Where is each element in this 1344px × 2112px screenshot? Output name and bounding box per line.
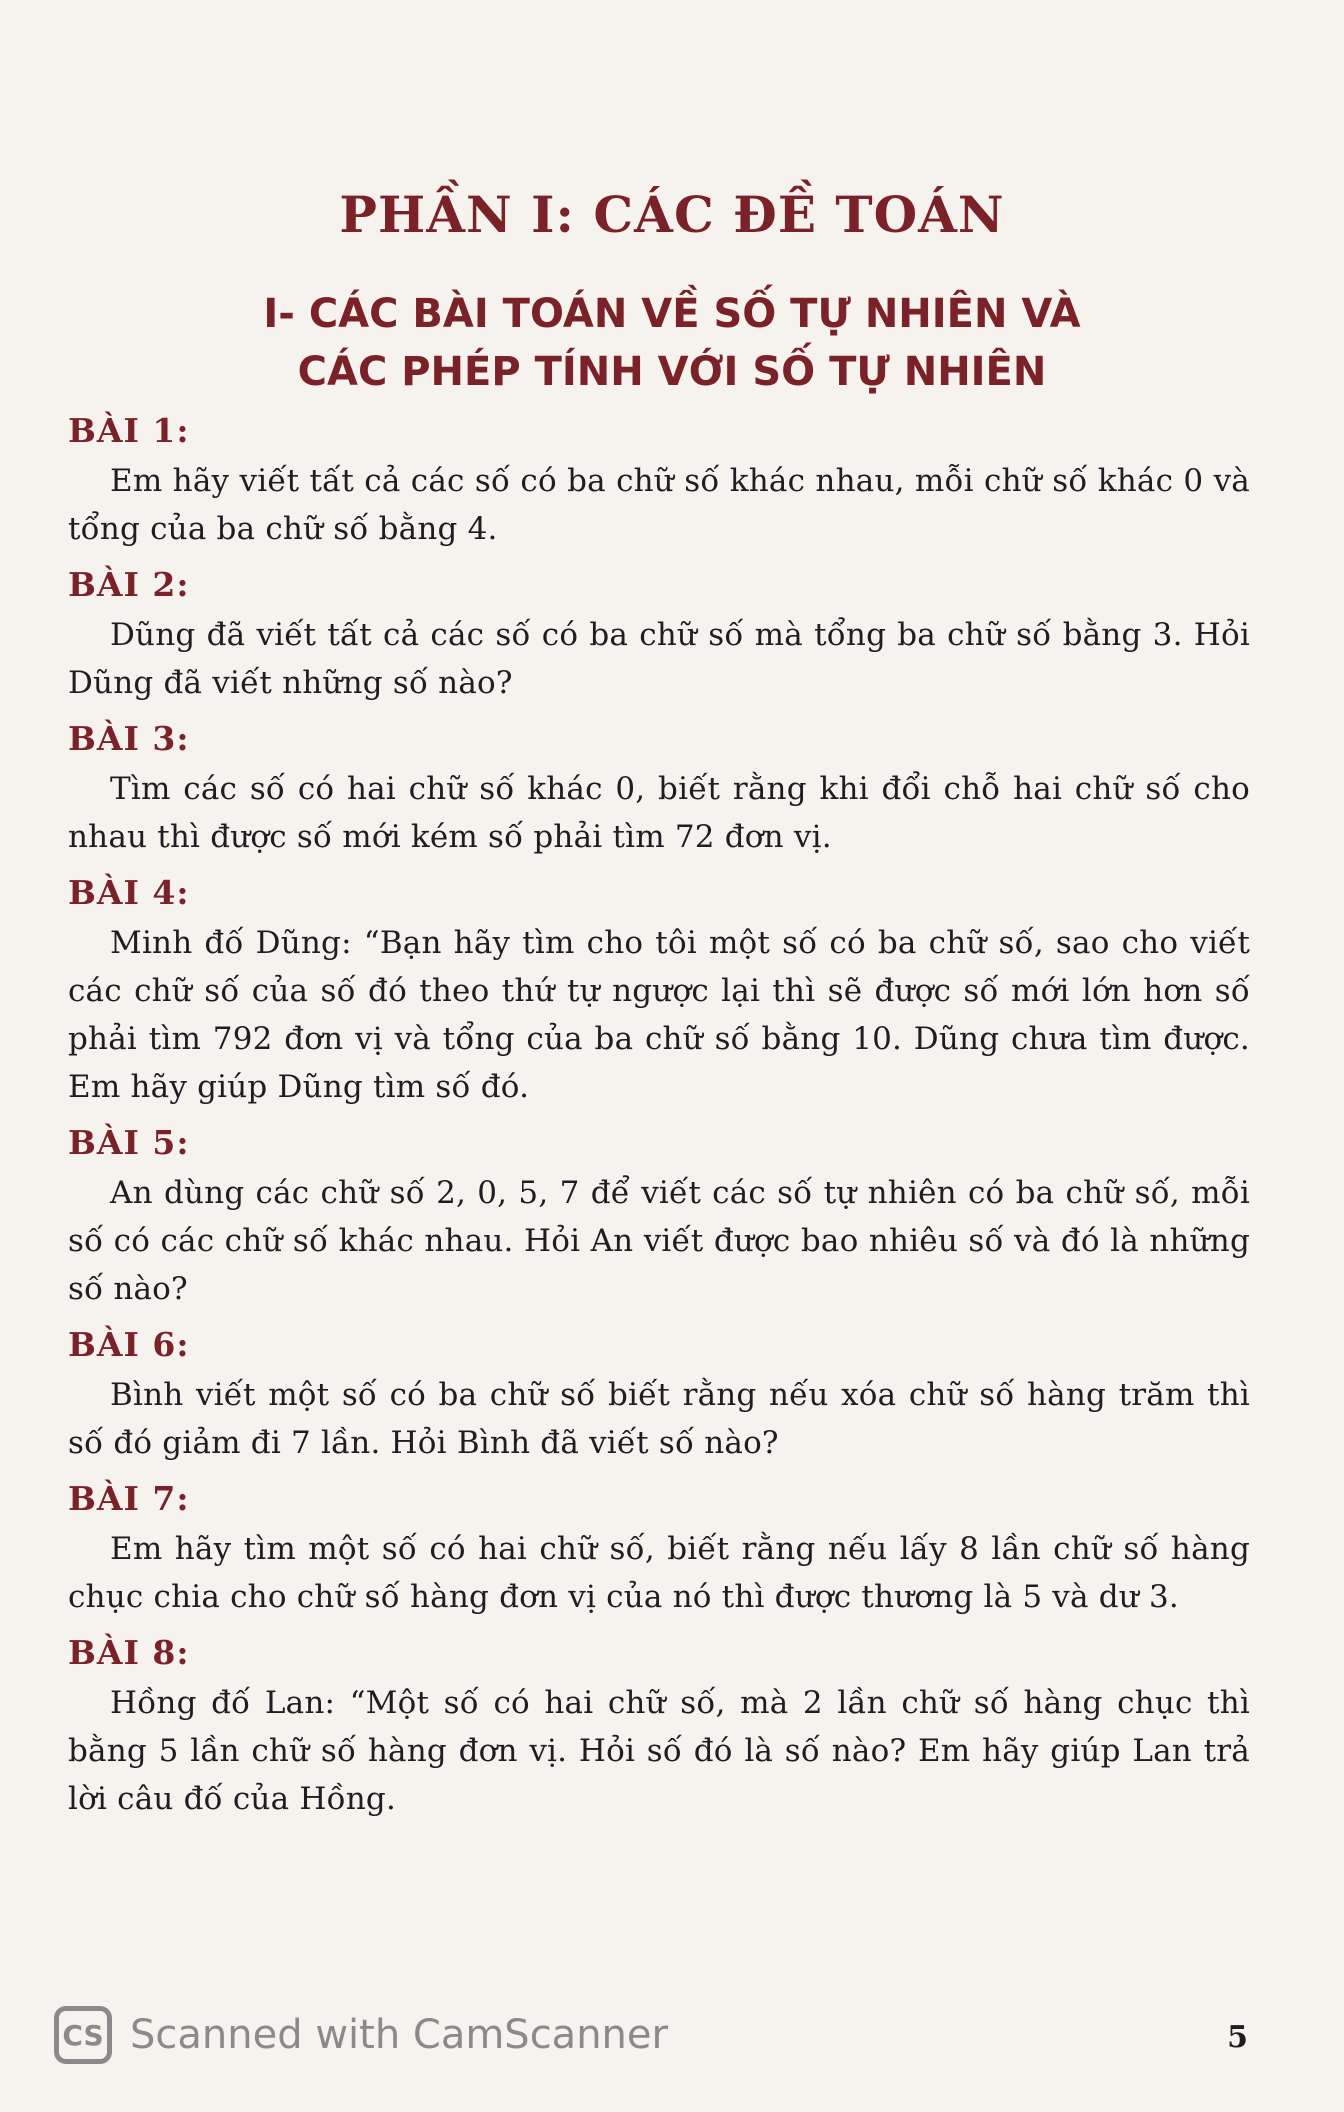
chapter-title bbox=[0, 285, 1344, 401]
exercise-text: Minh đố Dũng: “Bạn hãy tìm cho tôi một số có ba chữ số, sao cho viết các chữ số của số đó theo thứ tự ngược lại thì sẽ được số mới lớn hơn số phải tìm 792 đơn vị và tổng của ba chữ số bằng 10. Dũng chưa tìm được. Em hãy giúp Dũng tìm số đó. bbox=[68, 925, 1250, 1105]
exercise-label: BÀI 3: bbox=[68, 719, 190, 758]
exercise-8 bbox=[68, 1627, 1250, 1823]
part-title: PHẦN I: CÁC ĐỀ TOÁN bbox=[339, 185, 1005, 244]
camscanner-watermark bbox=[54, 2006, 668, 2064]
exercise-text: An dùng các chữ số 2, 0, 5, 7 để viết các số tự nhiên có ba chữ số, mỗi số có các chữ số khác nhau. Hỏi An viết được bao nhiêu số và đó là những số nào? bbox=[68, 1175, 1250, 1307]
exercise-text: Em hãy viết tất cả các số có ba chữ số khác nhau, mỗi chữ số khác 0 và tổng của ba chữ số bằng 4. bbox=[68, 463, 1250, 547]
chapter-title-line2: CÁC PHÉP TÍNH VỚI SỐ TỰ NHIÊN bbox=[297, 349, 1047, 395]
exercise-1 bbox=[68, 405, 1250, 553]
exercise-label: BÀI 5: bbox=[68, 1123, 190, 1162]
exercise-text: Dũng đã viết tất cả các số có ba chữ số mà tổng ba chữ số bằng 3. Hỏi Dũng đã viết những số nào? bbox=[68, 617, 1250, 701]
watermark-text: Scanned with CamScanner bbox=[130, 2012, 668, 2058]
camscanner-logo-icon: CS bbox=[54, 2006, 112, 2064]
exercise-label: BÀI 6: bbox=[68, 1325, 190, 1364]
exercise-label: BÀI 7: bbox=[68, 1479, 190, 1518]
exercise-label: BÀI 8: bbox=[68, 1633, 190, 1672]
exercise-2 bbox=[68, 559, 1250, 707]
exercise-label: BÀI 2: bbox=[68, 565, 190, 604]
exercise-3 bbox=[68, 713, 1250, 861]
exercise-text: Tìm các số có hai chữ số khác 0, biết rằng khi đổi chỗ hai chữ số cho nhau thì được số mới kém số phải tìm 72 đơn vị. bbox=[68, 771, 1250, 855]
exercise-4 bbox=[68, 867, 1250, 1111]
exercise-label: BÀI 4: bbox=[68, 873, 190, 912]
exercise-label: BÀI 1: bbox=[68, 411, 190, 450]
exercise-list bbox=[68, 405, 1250, 1829]
page-number: 5 bbox=[1227, 2020, 1248, 2055]
exercise-text: Em hãy tìm một số có hai chữ số, biết rằng nếu lấy 8 lần chữ số hàng chục chia cho chữ số hàng đơn vị của nó thì được thương là 5 và dư 3. bbox=[68, 1531, 1250, 1615]
exercise-5 bbox=[68, 1117, 1250, 1313]
exercise-text: Bình viết một số có ba chữ số biết rằng nếu xóa chữ số hàng trăm thì số đó giảm đi 7 lần. Hỏi Bình đã viết số nào? bbox=[68, 1377, 1250, 1461]
exercise-text: Hồng đố Lan: “Một số có hai chữ số, mà 2 lần chữ số hàng chục thì bằng 5 lần chữ số hàng đơn vị. Hỏi số đó là số nào? Em hãy giúp Lan trả lời câu đố của Hồng. bbox=[68, 1685, 1250, 1817]
exercise-7 bbox=[68, 1473, 1250, 1621]
exercise-6 bbox=[68, 1319, 1250, 1467]
chapter-title-line1: I- CÁC BÀI TOÁN VỀ SỐ TỰ NHIÊN VÀ bbox=[263, 291, 1081, 337]
